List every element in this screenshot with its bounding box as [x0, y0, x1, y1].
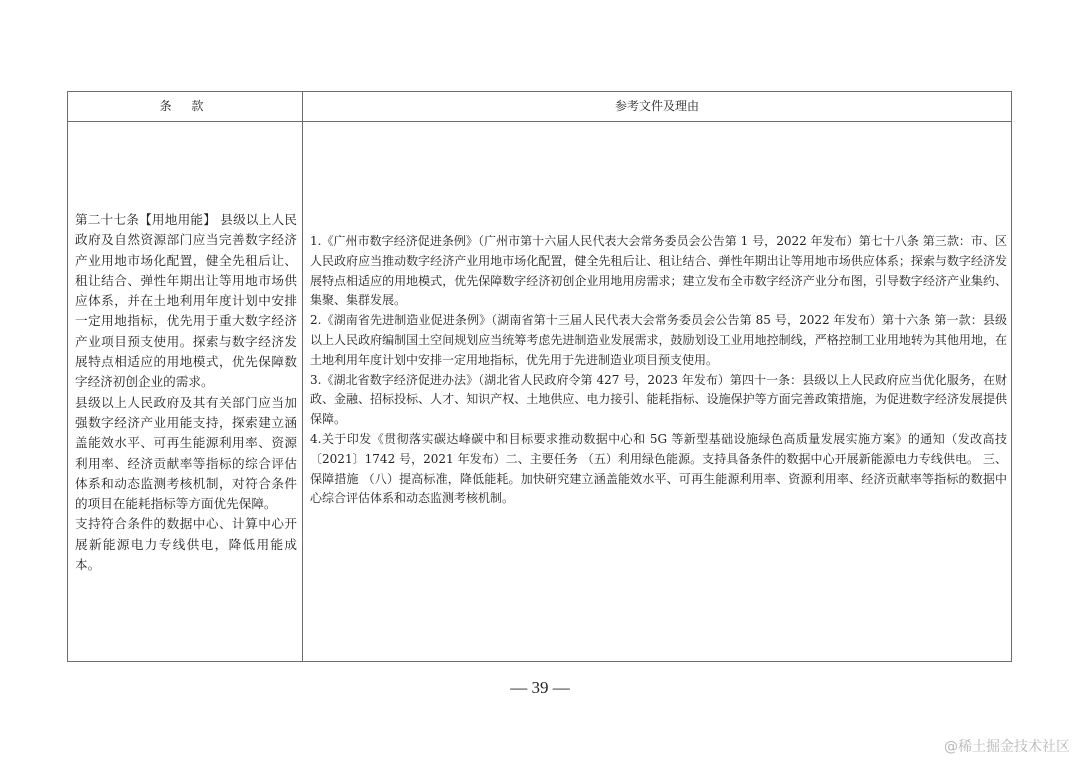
table-header-row: [68, 92, 1011, 122]
policy-table: [67, 91, 1012, 662]
clause-paragraph: 县级以上人民政府及其有关部门应当加强数字经济产业用能支持，探索建立涵盖能效水平、可再生能源利用率、资源利用率、经济贡献率等指标的综合评估体系和动态监测考核机制，对符合条件的项目在能耗指标等方面优先保障。: [75, 394, 297, 512]
header-clause: 条 款: [159, 99, 212, 113]
reference-item: 2.《湖南省先进制造业促进条例》（湖南省第十三届人民代表大会常务委员会公告第 85 号，2022 年发布）第十六条 第一款：县级以上人民政府编制国土空间规划应当统筹考虑先进制造业发展需求，鼓励划设工业用地控制线，严格控制工业用地转为其他用地，在土地利用年度计划中安排一定用地指标，优先用于先进制造业项目预支使用。: [310, 313, 1007, 367]
clause-paragraph: 支持符合条件的数据中心、计算中心开展新能源电力专线供电，降低用能成本。: [75, 516, 297, 573]
reference-item: 1.《广州市数字经济促进条例》（广州市第十六届人民代表大会常务委员会公告第 1 号，2022 年发布）第七十八条 第三款：市、区人民政府应当推动数字经济产业用地市场化配置，健全先租后让、租让结合、弹性年期出让等用地市场供应体系；探索与数字经济发展特点相适应的用地模式，优先保障数字经济初创企业用地用房需求；建立发布全市数字经济产业分布图，引导数字经济产业集约、集聚、集群发展。: [310, 234, 1007, 308]
reference-item: 4.关于印发《贯彻落实碳达峰碳中和目标要求推动数据中心和 5G 等新型基础设施绿色高质量发展实施方案》的通知（发改高技〔2021〕1742 号，2021 年发布）二、主要任务 （五）利用绿色能源。支持具备条件的数据中心开展新能源电力专线供电。 三、保障措施 （八）提高标准，降低能耗。加快研究建立涵盖能效水平、可再生能源利用率、资源利用率、经济贡献率等指标的数据中心综合评估体系和动态监测考核机制。: [310, 431, 1007, 506]
clause-paragraph: 第二十七条【用地用能】 县级以上人民政府及自然资源部门应当完善数字经济产业用地市场化配置，健全先租后让、租让结合、弹性年期出让等用地市场供应体系，并在土地利用年度计划中安排一定用地指标，优先用于重大数字经济产业项目预支使用。探索与数字经济发展特点相适应的用地模式，优先保障数字经济初创企业的需求。: [75, 212, 297, 390]
column-divider: [302, 92, 303, 661]
clause-cell: [75, 210, 297, 575]
reference-cell: [310, 232, 1007, 509]
page-number: — 39 —: [510, 678, 570, 697]
reference-item: 3.《湖北省数字经济促进办法》（湖北省人民政府令第 427 号，2023 年发布）第四十一条：县级以上人民政府应当优化服务，在财政、金融、招标投标、人才、知识产权、土地供应、电力接引、能耗指标、设施保护等方面完善政策措施，为促进数字经济发展提供保障。: [310, 372, 1007, 427]
watermark: @稀土掘金技术社区: [944, 739, 1070, 755]
header-reference: 参考文件及理由: [614, 99, 699, 113]
